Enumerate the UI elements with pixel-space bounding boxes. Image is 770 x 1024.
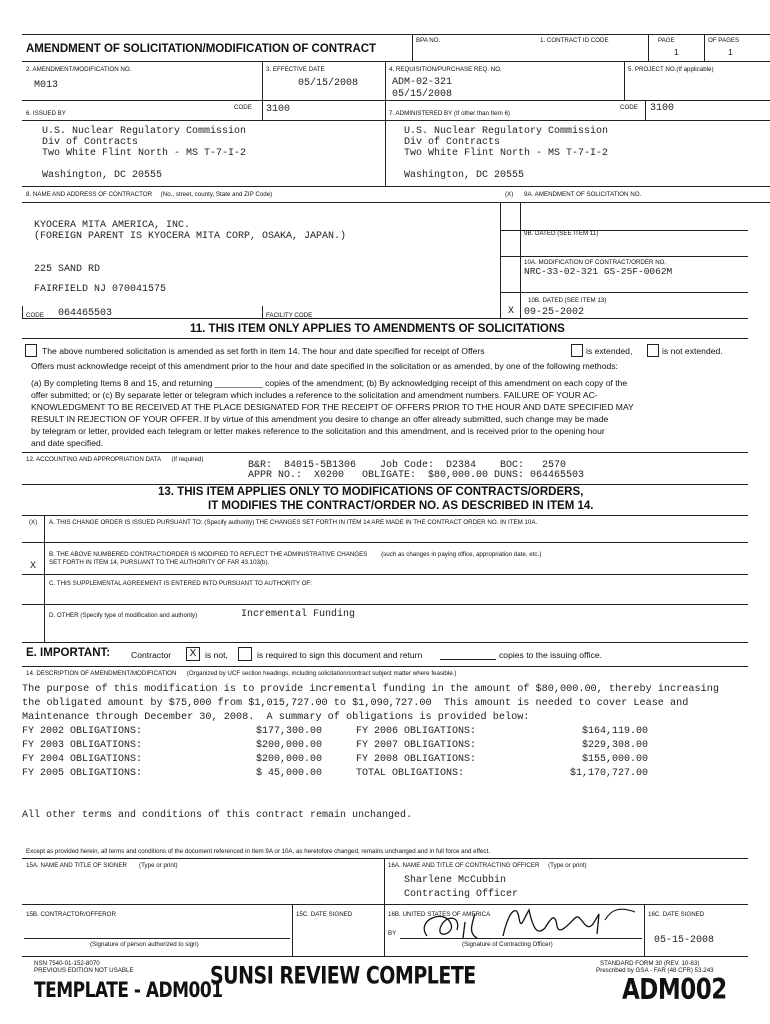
contractor-street: 225 SAND RD [34,264,101,275]
page-label: PAGE [658,37,675,44]
item-15a-note: (Type or print) [139,862,178,869]
is-required-checkbox[interactable] [238,647,252,661]
item-15b-label: 15B. CONTRACTOR/OFFEROR [26,911,116,918]
important-copies: copies to the issuing office. [499,650,603,660]
contractor-code-label: CODE [26,312,44,319]
item-10b-value: 09-25-2002 [524,307,585,318]
accounting-line-2: APPR NO.: X0200 OBLIGATE: $80,000.00 DUNS: 064465503 [248,470,585,481]
obligation-left-value-4: $ 45,000.00 [256,768,323,779]
obligation-right-value-1: $164,119.00 [582,726,649,737]
item-16b-label: 16B. UNITED STATES OF AMERICA [388,911,491,918]
item-15b-sig-caption: (Signature of person authorized to sign) [90,941,199,948]
solicitation-checkbox[interactable] [25,344,37,357]
closing-statement: All other terms and conditions of this contract remain unchanged. [22,810,413,821]
contractor-label-note: (No., street, county, State and ZIP Code) [160,191,273,198]
requisition-label: 4. REQUISITION/PURCHASE REQ. NO. [389,66,502,73]
of-pages-label: OF PAGES [708,37,740,44]
contract-id-label: 1. CONTRACT ID CODE [540,37,609,44]
is-not-label: is not, [205,650,228,660]
description-line-3: Maintenance through December 30, 2008. A summary of obligations is provided below: [22,712,530,723]
item-10a-value: NRC-33-02-321 GS-25F-0062M [524,266,673,277]
is-extended-label: is extended, [586,346,633,356]
item-16a-note: (Type or print) [548,862,587,869]
contracting-officer-title: Contracting Officer [404,889,519,900]
obligation-right-label-1: FY 2006 OBLIGATIONS: [356,726,477,737]
except-statement: Except as provided herein, all terms and conditions of the document referenced in Item 9A or 10A, as heretofore changed, remains unchanged and in full force and effect. [26,848,490,855]
important-contractor: Contractor [131,650,172,660]
adm-stamp: ADM002 [622,974,727,1007]
important-label: E. IMPORTANT: [26,647,111,659]
obligation-left-label-1: FY 2002 OBLIGATIONS: [22,726,143,737]
item-11-heading: 11. THIS ITEM ONLY APPLIES TO AMENDMENTS OF SOLICITATIONS [190,323,565,335]
item-11-line-1: The above numbered solicitation is amended as set forth in item 14. The hour and date specified for receipt of Offers [42,346,485,356]
obligation-left-label-4: FY 2005 OBLIGATIONS: [22,768,143,779]
requisition-date: 05/15/2008 [392,89,453,100]
previous-edition: PREVIOUS EDITION NOT USABLE [34,967,134,974]
effective-date-value: 05/15/2008 [298,78,359,89]
administered-by-label: 7. ADMINISTERED BY [389,110,453,117]
obligation-left-label-3: FY 2004 OBLIGATIONS: [22,754,143,765]
item-13d-value: Incremental Funding [241,609,356,620]
by-label: BY [388,930,397,937]
obligation-total-label: TOTAL OBLIGATIONS: [356,768,465,779]
item-12-label: 12. ACCOUNTING AND APPROPRIATION DATA [26,456,162,463]
administered-by-note: (If other than Item 6) [453,110,510,117]
accounting-line-1: B&R: 84015-5B1306 Job Code: D2384 BOC: 2570 [248,460,567,471]
page-number: 1 [674,47,679,57]
requisition-value: ADM-02-321 [392,77,453,88]
item-10b-mark: X [508,306,515,317]
description-line-2: the obligated amount by $75,000 from $1,015,727.00 to $1,090,727.00 This amount is needed to cover Lease and [22,698,689,709]
nsn-number: NSN 7540-01-152-8070 [34,960,100,967]
item-13-heading-2: IT MODIFIES THE CONTRACT/ORDER NO. AS DESCRIBED IN ITEM 14. [208,500,594,512]
issued-line-2: Div of Contracts [42,137,139,148]
issued-city: Washington, DC 20555 [42,170,163,181]
project-no-label: 5. PROJECT NO.(If applicable) [628,66,714,73]
not-extended-checkbox[interactable] [647,344,659,357]
item-11-line-4: offer submitted; or (c) By separate letter or telegram which includes a reference to the solicitation and amendment numbers. FAILURE OF YOUR AC- [31,390,598,400]
contracting-officer-name: Sharlene McCubbin [404,875,507,886]
item-11-line-5: KNOWLEDGMENT TO BE RECEIVED AT THE PLACE DESIGNATED FOR THE RECEIPT OF OFFERS PRIOR TO THE HOUR AND DATE SPECIFIED MAY [31,402,634,412]
is-extended-checkbox[interactable] [571,344,583,357]
contracting-officer-signature [405,900,645,944]
sunsi-review-stamp: SUNSI REVIEW COMPLETE [210,962,476,990]
item-10b-label: 10B. DATED (SEE ITEM 13) [528,297,607,304]
issued-code-label: CODE [234,104,252,111]
item-16b-sig-caption: (Signature of Contracting Officer) [462,941,553,948]
item-16c-value: 05-15-2008 [654,935,715,946]
item-15a-label: 15A. NAME AND TITLE OF SIGNER [26,862,127,869]
item-12-note: (If required) [171,456,204,463]
obligation-right-label-3: FY 2008 OBLIGATIONS: [356,754,477,765]
item-11-line-2: Offers must acknowledge receipt of this amendment prior to the hour and date specified in the solicitation or as amended, by one of the following methods: [31,361,618,371]
item-10a-label: 10A. MODIFICATION OF CONTRACT/ORDER NO. [524,259,667,266]
gsa-prescribed: Prescribed by GSA - FAR (48 CFR) 53.243 [596,967,714,974]
item-14-label: 14. DESCRIPTION OF AMENDMENT/MODIFICATION [26,670,177,677]
obligation-left-value-1: $177,300.00 [256,726,323,737]
item-13d-text: D. OTHER (Specify type of modification and authority) [49,612,198,619]
admin-line-1: U.S. Nuclear Regulatory Commission [404,126,609,137]
admin-line-3: Two White Flint North - MS T-7-I-2 [404,148,609,159]
contractor-name: KYOCERA MITA AMERICA, INC. [34,220,191,231]
obligation-right-value-2: $229,308.00 [582,740,649,751]
form-title: AMENDMENT OF SOLICITATION/MODIFICATION OF CONTRACT [26,43,377,55]
admin-code-label: CODE [620,104,638,111]
contractor-code-value: 064465503 [58,308,113,319]
bpa-label: BPA NO. [416,37,441,44]
item-11-line-3: (a) By completing Items 8 and 15, and returning __________ copies of the amendment; (b) By acknowledging receipt of this amendment on each copy of the [31,378,628,388]
item-14-note: (Organized by UCF section headings, including solicitation/contract subject matter where feasible.) [186,670,457,677]
obligation-left-value-2: $200,000.00 [256,740,323,751]
item-13c-text: C. THIS SUPPLEMENTAL AGREEMENT IS ENTERED INTO PURSUANT TO AUTHORITY OF: [49,580,312,587]
total-pages: 1 [728,47,733,57]
issued-code-value: 3100 [266,104,291,115]
item-9a-label: 9A. AMENDMENT OF SOLICITATION NO. [524,191,642,198]
obligation-left-label-2: FY 2003 OBLIGATIONS: [22,740,143,751]
issued-line-1: U.S. Nuclear Regulatory Commission [42,126,247,137]
obligation-left-value-3: $200,000.00 [256,754,323,765]
description-line-1: The purpose of this modification is to provide incremental funding in the amount of $80,000.00, thereby increasing [22,684,719,695]
item-13a-text: A. THIS CHANGE ORDER IS ISSUED PURSUANT TO: (Specify authority) THE CHANGES SET FORTH IN ITEM 14 ARE MADE IN THE CONTRACT ORDER NO. IN ITEM 10A. [49,519,538,526]
amendment-no-value: M013 [34,80,59,91]
obligation-right-value-3: $155,000.00 [582,754,649,765]
item-13b-text-2: SET FORTH IN ITEM 14, PURSUANT TO THE AUTHORITY OF FAR 43.103(b). [49,559,270,566]
issued-line-3: Two White Flint North - MS T-7-I-2 [42,148,247,159]
amendment-no-label: 2. AMENDMENT/MODIFICATION NO. [26,66,132,73]
x-column-label: (X) [505,191,514,198]
item-13-x-label: (X) [29,519,38,526]
item-11-line-6: RESULT IN REJECTION OF YOUR OFFER. If by virtue of this amendment you desire to change an offer already submitted, such change may be made [31,414,609,424]
is-not-checkbox[interactable]: X [186,647,200,661]
item-11-line-8: and date specified. [31,438,104,448]
facility-code-label: FACILITY CODE [266,312,313,319]
not-extended-label: is not extended. [662,346,723,356]
item-13b-note: (such as changes in paying office, appropriation date, etc.) [381,551,542,558]
admin-code-value: 3100 [650,103,675,114]
important-text: is required to sign this document and return [257,650,423,660]
item-13b-text-1: B. THE ABOVE NUMBERED CONTRACT/ORDER IS MODIFIED TO REFLECT THE ADMINISTRATIVE CHANGES [49,551,368,558]
item-11-line-7: by telegram or letter, provided each telegram or letter makes reference to the solicitation and this amendment, and is received prior to the opening hour [31,426,605,436]
admin-line-2: Div of Contracts [404,137,501,148]
item-16c-label: 16C. DATE SIGNED [648,911,705,918]
item-13-heading-1: 13. THIS ITEM APPLIES ONLY TO MODIFICATIONS OF CONTRACTS/ORDERS, [158,486,584,498]
contractor-label: 8. NAME AND ADDRESS OF CONTRACTOR [26,191,153,198]
obligation-right-label-2: FY 2007 OBLIGATIONS: [356,740,477,751]
item-15c-label: 15C. DATE SIGNED [296,911,353,918]
item-9b-label: 9B. DATED (SEE ITEM 11) [524,230,599,237]
issued-by-label: 6. ISSUED BY [26,110,66,117]
obligation-total-value: $1,170,727.00 [570,768,649,779]
standard-form: STANDARD FORM 30 (REV. 10-83) [600,960,700,967]
item-16a-label: 16A. NAME AND TITLE OF CONTRACTING OFFICER [388,862,540,869]
admin-city: Washington, DC 20555 [404,170,525,181]
contractor-city: FAIRFIELD NJ 070041575 [34,284,167,295]
effective-date-label: 3. EFFECTIVE DATE [266,66,325,73]
contractor-parent: (FOREIGN PARENT IS KYOCERA MITA CORP, OSAKA, JAPAN.) [34,231,347,242]
item-13b-mark: X [30,561,37,572]
template-stamp: TEMPLATE - ADM001 [34,978,223,1003]
